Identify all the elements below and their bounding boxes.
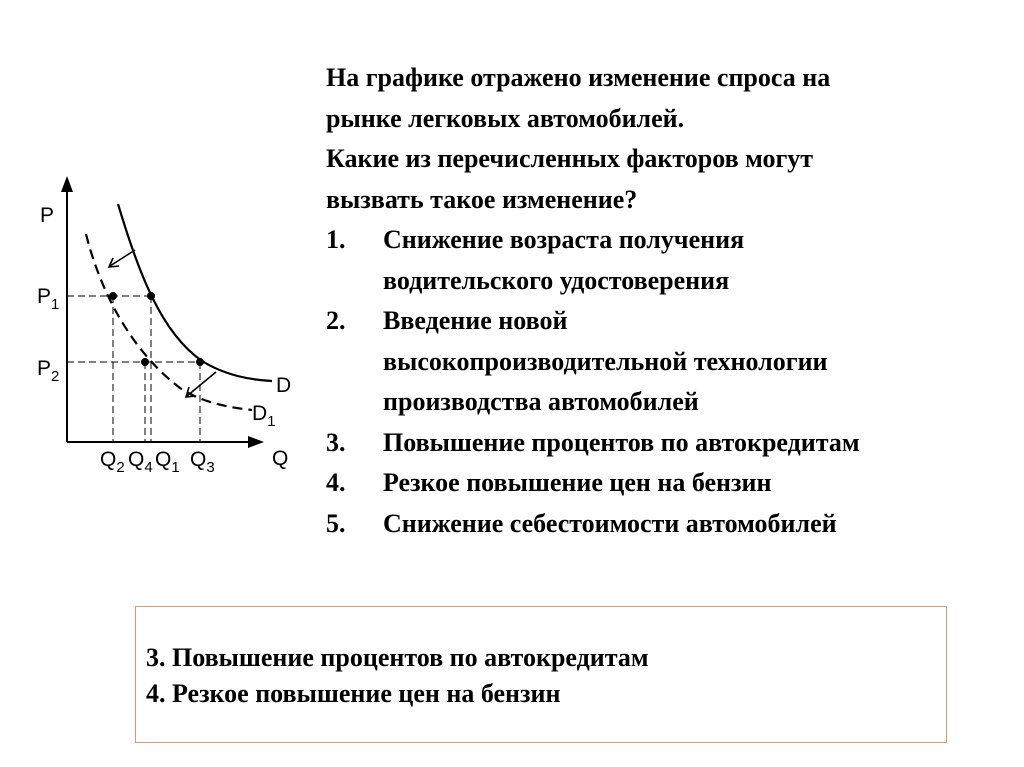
shift-arrow-lower <box>187 372 216 396</box>
question-line: вызвать такое изменение? <box>326 184 638 214</box>
axis-y-label: P <box>40 204 55 227</box>
question-block <box>326 58 1016 544</box>
axis-x-label: Q <box>272 447 289 470</box>
answer-line: 4. Резкое повышение цен на бензин <box>146 679 561 708</box>
curve-label-d1: $D_1$ <box>252 402 276 430</box>
option-2 <box>326 301 1016 423</box>
option-text: Снижение возраста получения <box>383 225 745 254</box>
option-number: 1. <box>326 225 346 254</box>
y-axis-arrow-icon <box>61 176 73 192</box>
demand-graph-svg <box>20 160 300 490</box>
option-text: высокопроизводительной технологии <box>383 346 828 376</box>
shift-arrow-upper <box>110 250 135 266</box>
question-line: Какие из перечисленных факторов могут <box>326 144 814 173</box>
point-d-p2 <box>196 358 204 366</box>
answer-box <box>135 606 947 743</box>
option-5 <box>326 504 1016 545</box>
demand-curve-d1 <box>86 234 252 410</box>
option-3 <box>326 423 1016 464</box>
curve-label-d: D <box>276 374 292 397</box>
option-number: 5. <box>326 508 346 538</box>
demand-shift-diagram <box>20 160 300 490</box>
quantity-label-q2: $Q_2$ <box>100 448 125 476</box>
option-text: водительского удостоверения <box>383 265 730 295</box>
quantity-label-q3: $Q_3$ <box>190 448 215 476</box>
demand-curve-d <box>118 204 272 381</box>
x-axis-arrow-icon <box>248 436 264 448</box>
price-label-p1: $P_1$ <box>37 285 60 313</box>
option-number: 3. <box>326 427 346 457</box>
option-text: производства автомобилей <box>383 387 699 416</box>
price-label-p2: $P_2$ <box>37 357 60 385</box>
option-text: Резкое повышение цен на бензин <box>383 468 772 497</box>
option-text: Снижение себестоимости автомобилей <box>383 508 837 538</box>
quantity-label-q4: $Q_4$ <box>128 448 153 476</box>
option-number: 4. <box>326 468 346 497</box>
question-line: рынке легковых автомобилей. <box>326 103 685 133</box>
option-1 <box>326 220 1016 301</box>
option-number: 2. <box>326 306 346 335</box>
options-list <box>326 220 1016 544</box>
option-4 <box>326 463 1016 504</box>
question-line: На графике отражено изменение спроса на <box>326 63 831 92</box>
option-text: Повышение процентов по автокредитам <box>383 427 860 457</box>
answer-line: 3. Повышение процентов по автокредитам <box>146 643 649 672</box>
point-d1-p1 <box>109 292 117 300</box>
quantity-label-q1: $Q_1$ <box>155 448 180 476</box>
point-d-p1 <box>147 292 155 300</box>
option-text: Введение новой <box>383 306 568 335</box>
point-d1-p2 <box>141 358 149 366</box>
